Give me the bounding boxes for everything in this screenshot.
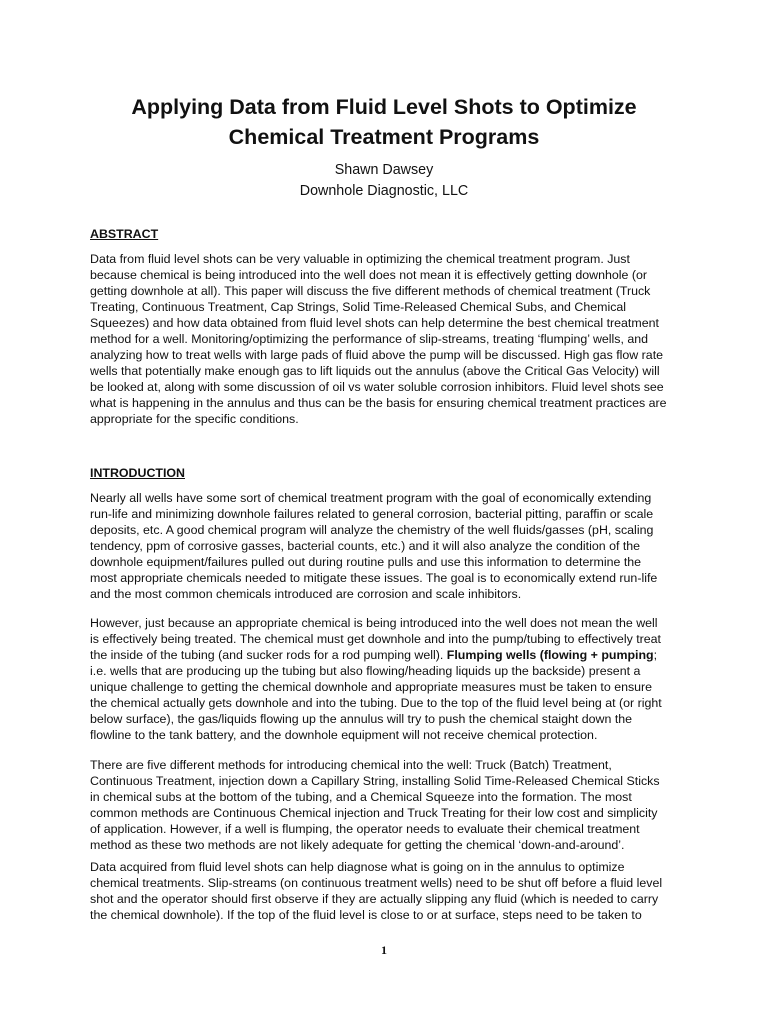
abstract-paragraph — [90, 251, 690, 428]
text-line: the chemical downhole). If the top of the fluid level is close to or at surface, steps need to be taken to — [90, 908, 642, 923]
introduction-paragraph-1 — [90, 490, 690, 602]
text-line: because chemical is being introduced into the well does not mean it is effectively getting downhole (or — [90, 268, 647, 283]
author-block — [60, 160, 708, 202]
text-line: deposits, etc. A good chemical program will analyze the chemistry of the well fluids/gasses (pH, scaling — [90, 523, 654, 538]
text-line: common methods are Continuous Chemical injection and Truck Treating for their low cost and simplicity — [90, 806, 658, 821]
text-run: ; — [653, 648, 658, 663]
flumping-wells-emphasis: Flumping wells (flowing + pumping — [446, 648, 654, 663]
text-line: downhole equipment/failures pulled out during routine pulls and use this information to determine the — [90, 555, 642, 570]
text-line: tendency, ppm of corrosive gasses, bacterial counts, etc.) and it will also analyze the condition of the — [90, 539, 641, 554]
text-line: run-life and minimizing downhole failures related to general corrosion, bacterial pitting, paraffin or scale — [90, 507, 654, 522]
text-line: Nearly all wells have some sort of chemical treatment program with the goal of economically extending — [90, 491, 652, 505]
text-line: Data acquired from fluid level shots can help diagnose what is going on in the annulus to optimize — [90, 860, 625, 874]
text-line: method as these two methods are not likely adequate for getting the chemical ‘down-and-around’. — [90, 838, 625, 853]
text-line: Continuous Treatment, injection down a Capillary String, installing Solid Time-Released Chemical Sticks — [90, 774, 660, 789]
introduction-paragraph-4 — [90, 859, 690, 923]
text-line: appropriate for the specific conditions. — [90, 412, 299, 427]
text-line: in chemical subs at the bottom of the tubing, and a Chemical Squeeze into the formation. The most — [90, 790, 632, 805]
text-line: what is happening in the annulus and thus can be the basis for ensuring chemical treatment practices are — [90, 396, 667, 411]
paper-title-line-2: Chemical Treatment Programs — [228, 125, 540, 149]
introduction-paragraph-3 — [90, 757, 690, 853]
text-line: shot and the operator should first observe if they are actually slipping any fluid (which is needed to carry — [90, 892, 659, 907]
text-line: There are five different methods for introducing chemical into the well: Truck (Batch) Treatment, — [90, 758, 612, 772]
text-line: the chemical actually gets downhole and into the tubing. Due to the top of the fluid level being at (or right — [90, 696, 662, 711]
text-line — [90, 647, 690, 663]
paper-title — [60, 92, 708, 152]
text-line: below surface), the gas/liquids flowing up the annulus will try to push the chemical staight down the — [90, 712, 633, 727]
text-line: getting downhole at all). This paper will discuss the five different methods of chemical treatment (Truck — [90, 284, 651, 299]
text-line: analyzing how to treat wells with large pads of fluid above the pump will be discussed. High gas flow rate — [90, 348, 664, 363]
text-line: most appropriate chemicals needed to mitigate these issues. The goal is to economically extend run-life — [90, 571, 658, 586]
text-line: However, just because an appropriate chemical is being introduced into the well does not mean the well — [90, 616, 658, 630]
text-line: flowline to the tank battery, and the downhole equipment will not receive chemical protection. — [90, 728, 598, 743]
text-line: i.e. wells that are producing up the tubing but also flowing/heading liquids up the backside) present a — [90, 664, 641, 679]
page-number: 1 — [381, 943, 387, 957]
text-line: Data from fluid level shots can be very valuable in optimizing the chemical treatment program. Just — [90, 252, 630, 266]
paper-title-line-1: Applying Data from Fluid Level Shots to Optimize — [131, 95, 637, 119]
introduction-paragraph-2 — [90, 615, 690, 743]
text-line: and the most common chemicals introduced are corrosion and scale inhibitors. — [90, 587, 522, 602]
text-line: be looked at, along with some discussion of oil vs water soluble corrosion inhibitors. Fluid level shots see — [90, 380, 664, 395]
text-line: Treating, Continuous Treatment, Cap Strings, Solid Time-Released Chemical Subs, and Chemical — [90, 300, 627, 315]
author-affiliation: Downhole Diagnostic, LLC — [299, 183, 469, 199]
abstract-heading: ABSTRACT — [90, 227, 159, 241]
text-line: wells that potentially make enough gas to lift liquids out the annulus (above the Critical Gas Velocity) will — [90, 364, 660, 379]
text-line: method for a well. Monitoring/optimizing the performance of slip-streams, treating ‘flumping’ wells, and — [90, 332, 649, 347]
author-name: Shawn Dawsey — [334, 162, 434, 178]
text-line: unique challenge to getting the chemical downhole and appropriate measures must be taken to ensure — [90, 680, 653, 695]
text-line: chemical treatments. Slip-streams (on continuous treatment wells) need to be shut off before a fluid level — [90, 876, 663, 891]
introduction-heading: INTRODUCTION — [90, 466, 185, 480]
text-run: the inside of the tubing (and sucker rods for a rod pumping well). — [90, 648, 447, 663]
text-line: Squeezes) and how data obtained from fluid level shots can help determine the best chemical treatment — [90, 316, 659, 331]
text-line: of application. However, if a well is flumping, the operator needs to evaluate their chemical treatment — [90, 822, 640, 837]
text-line: is effectively being treated. The chemical must get downhole and into the pump/tubing to effectively treat — [90, 632, 661, 647]
